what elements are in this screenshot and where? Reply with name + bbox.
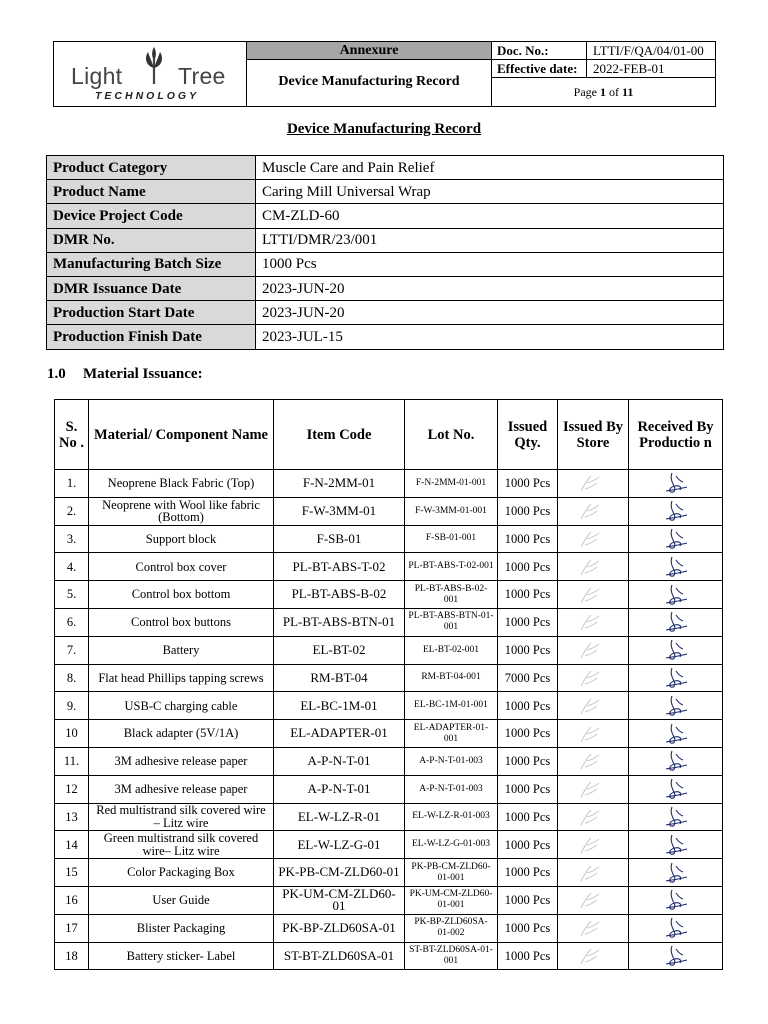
info-value: Caring Mill Universal Wrap <box>256 180 724 204</box>
header-title-cell <box>247 42 492 106</box>
info-value: LTTI/DMR/23/001 <box>256 228 724 252</box>
cell-sno: 1. <box>55 470 89 498</box>
annexure-label: Annexure <box>247 42 491 60</box>
col-issued-qty: Issued Qty. <box>498 400 558 470</box>
info-row <box>47 156 724 180</box>
cell-item-code: EL-W-LZ-R-01 <box>274 803 405 831</box>
table-row <box>55 831 723 859</box>
cell-material-name: Neoprene Black Fabric (Top) <box>89 470 274 498</box>
document-title: Device Manufacturing Record <box>286 121 482 137</box>
page-total: 11 <box>621 85 634 99</box>
cell-item-code: EL-W-LZ-G-01 <box>274 831 405 859</box>
cell-issued-by-store <box>558 942 629 970</box>
cell-issued-qty: 1000 Pcs <box>498 525 558 553</box>
cell-lot-no: A-P-N-T-01-003 <box>405 747 498 775</box>
info-value: CM-ZLD-60 <box>256 204 724 228</box>
cell-received-by-production <box>629 886 723 914</box>
cell-issued-qty: 1000 Pcs <box>498 942 558 970</box>
cell-lot-no: PK-BP-ZLD60SA-01-002 <box>405 914 498 942</box>
cell-issued-by-store <box>558 497 629 525</box>
cell-material-name: Flat head Phillips tapping screws <box>89 664 274 692</box>
cell-lot-no: A-P-N-T-01-003 <box>405 775 498 803</box>
table-row <box>55 470 723 498</box>
cell-lot-no: PL-BT-ABS-BTN-01-001 <box>405 608 498 636</box>
document-header <box>53 41 716 107</box>
cell-lot-no: RM-BT-04-001 <box>405 664 498 692</box>
cell-received-by-production <box>629 525 723 553</box>
cell-material-name: Control box cover <box>89 553 274 581</box>
cell-sno: 18 <box>55 942 89 970</box>
store-signature-icon <box>575 833 611 857</box>
cell-sno: 6. <box>55 608 89 636</box>
store-signature-icon <box>575 555 611 579</box>
cell-material-name: Support block <box>89 525 274 553</box>
cell-item-code: RM-BT-04 <box>274 664 405 692</box>
cell-received-by-production <box>629 581 723 609</box>
cell-material-name: Neoprene with Wool like fabric (Bottom) <box>89 497 274 525</box>
table-row <box>55 692 723 720</box>
cell-issued-by-store <box>558 747 629 775</box>
cell-issued-by-store <box>558 525 629 553</box>
cell-item-code: F-W-3MM-01 <box>274 497 405 525</box>
cell-issued-qty: 1000 Pcs <box>498 497 558 525</box>
cell-issued-qty: 1000 Pcs <box>498 775 558 803</box>
cell-material-name: 3M adhesive release paper <box>89 747 274 775</box>
cell-issued-qty: 1000 Pcs <box>498 747 558 775</box>
tree-logo-icon <box>136 46 172 86</box>
cell-issued-qty: 7000 Pcs <box>498 664 558 692</box>
table-row <box>55 636 723 664</box>
info-row <box>47 301 724 325</box>
cell-issued-qty: 1000 Pcs <box>498 914 558 942</box>
cell-sno: 8. <box>55 664 89 692</box>
effective-date-row <box>492 60 715 78</box>
cell-issued-qty: 1000 Pcs <box>498 859 558 887</box>
cell-issued-by-store <box>558 581 629 609</box>
cell-material-name: Control box buttons <box>89 608 274 636</box>
production-signature-icon <box>662 860 690 886</box>
cell-issued-by-store <box>558 636 629 664</box>
info-row <box>47 276 724 300</box>
cell-material-name: 3M adhesive release paper <box>89 775 274 803</box>
col-lot-no: Lot No. <box>405 400 498 470</box>
page-current: 1 <box>599 85 606 99</box>
logo-cell <box>54 42 247 106</box>
cell-material-name: USB-C charging cable <box>89 692 274 720</box>
cell-lot-no: EL-W-LZ-R-01-003 <box>405 803 498 831</box>
cell-item-code: F-N-2MM-01 <box>274 470 405 498</box>
page-prefix: Page <box>573 85 597 99</box>
store-signature-icon <box>575 694 611 718</box>
table-row <box>55 525 723 553</box>
table-row <box>55 720 723 748</box>
cell-lot-no: PK-UM-CM-ZLD60-01-001 <box>405 886 498 914</box>
cell-sno: 12 <box>55 775 89 803</box>
cell-lot-no: EL-ADAPTER-01-001 <box>405 720 498 748</box>
cell-issued-by-store <box>558 664 629 692</box>
table-row <box>55 608 723 636</box>
cell-issued-qty: 1000 Pcs <box>498 470 558 498</box>
cell-material-name: User Guide <box>89 886 274 914</box>
cell-issued-by-store <box>558 692 629 720</box>
col-issued-by-store: Issued By Store <box>558 400 629 470</box>
cell-issued-qty: 1000 Pcs <box>498 886 558 914</box>
production-signature-icon <box>662 609 690 635</box>
cell-material-name: Battery sticker- Label <box>89 942 274 970</box>
cell-issued-by-store <box>558 803 629 831</box>
store-signature-icon <box>575 944 611 968</box>
cell-sno: 16 <box>55 886 89 914</box>
cell-issued-qty: 1000 Pcs <box>498 581 558 609</box>
section-heading <box>47 366 203 383</box>
cell-sno: 10 <box>55 720 89 748</box>
production-signature-icon <box>662 526 690 552</box>
cell-lot-no: F-SB-01-001 <box>405 525 498 553</box>
info-label: DMR Issuance Date <box>47 276 256 300</box>
table-row <box>55 775 723 803</box>
cell-lot-no: PK-PB-CM-ZLD60-01-001 <box>405 859 498 887</box>
store-signature-icon <box>575 666 611 690</box>
cell-sno: 9. <box>55 692 89 720</box>
cell-sno: 14 <box>55 831 89 859</box>
cell-received-by-production <box>629 859 723 887</box>
info-value: 1000 Pcs <box>256 252 724 276</box>
cell-material-name: Control box bottom <box>89 581 274 609</box>
col-received-by-production: Received By Productio n <box>629 400 723 470</box>
cell-item-code: PK-BP-ZLD60SA-01 <box>274 914 405 942</box>
info-label: Manufacturing Batch Size <box>47 252 256 276</box>
table-row <box>55 497 723 525</box>
table-row <box>55 747 723 775</box>
cell-received-by-production <box>629 914 723 942</box>
info-row <box>47 180 724 204</box>
cell-issued-qty: 1000 Pcs <box>498 831 558 859</box>
table-row <box>55 553 723 581</box>
production-signature-icon <box>662 776 690 802</box>
store-signature-icon <box>575 499 611 523</box>
page-of: of <box>608 85 619 99</box>
logo-word-tree: Tree <box>178 63 226 89</box>
cell-issued-qty: 1000 Pcs <box>498 553 558 581</box>
cell-sno: 2. <box>55 497 89 525</box>
form-title: Device Manufacturing Record <box>278 74 460 89</box>
logo-word-light: Light <box>71 63 123 89</box>
production-signature-icon <box>662 637 690 663</box>
cell-lot-no: EL-W-LZ-G-01-003 <box>405 831 498 859</box>
effective-date-label: Effective date: <box>492 60 587 77</box>
table-row <box>55 886 723 914</box>
production-signature-icon <box>662 665 690 691</box>
store-signature-icon <box>575 610 611 634</box>
info-row <box>47 252 724 276</box>
production-signature-icon <box>662 721 690 747</box>
cell-item-code: PK-PB-CM-ZLD60-01 <box>274 859 405 887</box>
table-row <box>55 664 723 692</box>
cell-received-by-production <box>629 470 723 498</box>
store-signature-icon <box>575 861 611 885</box>
info-value: 2023-JUN-20 <box>256 301 724 325</box>
section-number: 1.0 <box>47 366 66 382</box>
cell-sno: 7. <box>55 636 89 664</box>
cell-item-code: A-P-N-T-01 <box>274 747 405 775</box>
info-row <box>47 325 724 349</box>
cell-material-name: Black adapter (5V/1A) <box>89 720 274 748</box>
info-label: Device Project Code <box>47 204 256 228</box>
store-signature-icon <box>575 916 611 940</box>
info-label: Product Name <box>47 180 256 204</box>
info-label: Production Finish Date <box>47 325 256 349</box>
cell-issued-by-store <box>558 608 629 636</box>
cell-item-code: EL-ADAPTER-01 <box>274 720 405 748</box>
production-signature-icon <box>662 470 690 496</box>
store-signature-icon <box>575 471 611 495</box>
cell-item-code: ST-BT-ZLD60SA-01 <box>274 942 405 970</box>
col-material-name: Material/ Component Name <box>89 400 274 470</box>
info-row <box>47 228 724 252</box>
cell-sno: 13 <box>55 803 89 831</box>
info-label: DMR No. <box>47 228 256 252</box>
cell-issued-by-store <box>558 914 629 942</box>
cell-issued-qty: 1000 Pcs <box>498 692 558 720</box>
cell-issued-qty: 1000 Pcs <box>498 636 558 664</box>
store-signature-icon <box>575 722 611 746</box>
production-signature-icon <box>662 582 690 608</box>
logo-tagline: TECHNOLOGY <box>95 90 200 102</box>
production-signature-icon <box>662 832 690 858</box>
production-signature-icon <box>662 943 690 969</box>
cell-material-name: Red multistrand silk covered wire – Litz wire <box>89 803 274 831</box>
cell-issued-by-store <box>558 775 629 803</box>
cell-item-code: PL-BT-ABS-B-02 <box>274 581 405 609</box>
production-signature-icon <box>662 887 690 913</box>
cell-sno: 4. <box>55 553 89 581</box>
store-signature-icon <box>575 777 611 801</box>
store-signature-icon <box>575 805 611 829</box>
cell-material-name: Green multistrand silk covered wire– Litz wire <box>89 831 274 859</box>
info-label: Product Category <box>47 156 256 180</box>
info-value: 2023-JUL-15 <box>256 325 724 349</box>
info-label: Production Start Date <box>47 301 256 325</box>
cell-issued-by-store <box>558 553 629 581</box>
cell-received-by-production <box>629 720 723 748</box>
section-title: Material Issuance: <box>83 366 203 382</box>
cell-issued-qty: 1000 Pcs <box>498 720 558 748</box>
cell-lot-no: F-N-2MM-01-001 <box>405 470 498 498</box>
store-signature-icon <box>575 527 611 551</box>
doc-number-row <box>492 42 715 60</box>
info-row <box>47 204 724 228</box>
cell-item-code: PK-UM-CM-ZLD60-01 <box>274 886 405 914</box>
cell-lot-no: EL-BT-02-001 <box>405 636 498 664</box>
cell-received-by-production <box>629 636 723 664</box>
table-row <box>55 859 723 887</box>
table-row <box>55 942 723 970</box>
cell-sno: 17 <box>55 914 89 942</box>
cell-item-code: EL-BC-1M-01 <box>274 692 405 720</box>
cell-issued-qty: 1000 Pcs <box>498 803 558 831</box>
table-row <box>55 803 723 831</box>
cell-received-by-production <box>629 692 723 720</box>
doc-number-value: LTTI/F/QA/04/01-00 <box>593 43 704 58</box>
cell-received-by-production <box>629 497 723 525</box>
cell-material-name: Color Packaging Box <box>89 859 274 887</box>
cell-item-code: A-P-N-T-01 <box>274 775 405 803</box>
cell-issued-by-store <box>558 470 629 498</box>
cell-item-code: EL-BT-02 <box>274 636 405 664</box>
table-header-row <box>55 400 723 470</box>
cell-sno: 3. <box>55 525 89 553</box>
cell-lot-no: ST-BT-ZLD60SA-01-001 <box>405 942 498 970</box>
cell-material-name: Blister Packaging <box>89 914 274 942</box>
table-row <box>55 581 723 609</box>
cell-received-by-production <box>629 747 723 775</box>
cell-item-code: F-SB-01 <box>274 525 405 553</box>
production-signature-icon <box>662 693 690 719</box>
cell-lot-no: EL-BC-1M-01-001 <box>405 692 498 720</box>
cell-lot-no: F-W-3MM-01-001 <box>405 497 498 525</box>
store-signature-icon <box>575 583 611 607</box>
cell-sno: 5. <box>55 581 89 609</box>
col-sno: S. No . <box>55 400 89 470</box>
header-meta-cell <box>492 42 715 106</box>
production-signature-icon <box>662 915 690 941</box>
cell-issued-by-store <box>558 720 629 748</box>
cell-lot-no: PL-BT-ABS-T-02-001 <box>405 553 498 581</box>
production-signature-icon <box>662 748 690 774</box>
page-indicator <box>492 78 715 105</box>
cell-material-name: Battery <box>89 636 274 664</box>
cell-item-code: PL-BT-ABS-BTN-01 <box>274 608 405 636</box>
cell-issued-by-store <box>558 886 629 914</box>
cell-item-code: PL-BT-ABS-T-02 <box>274 553 405 581</box>
cell-sno: 11. <box>55 747 89 775</box>
production-signature-icon <box>662 554 690 580</box>
effective-date-value: 2022-FEB-01 <box>593 61 665 76</box>
col-item-code: Item Code <box>274 400 405 470</box>
cell-received-by-production <box>629 608 723 636</box>
store-signature-icon <box>575 888 611 912</box>
cell-sno: 15 <box>55 859 89 887</box>
doc-number-label: Doc. No.: <box>492 42 587 59</box>
cell-received-by-production <box>629 803 723 831</box>
cell-lot-no: PL-BT-ABS-B-02-001 <box>405 581 498 609</box>
store-signature-icon <box>575 749 611 773</box>
company-logo <box>68 46 236 104</box>
cell-issued-by-store <box>558 831 629 859</box>
cell-received-by-production <box>629 664 723 692</box>
product-info-table <box>46 155 724 350</box>
store-signature-icon <box>575 638 611 662</box>
material-issuance-table <box>54 399 723 970</box>
cell-received-by-production <box>629 831 723 859</box>
info-value: 2023-JUN-20 <box>256 276 724 300</box>
production-signature-icon <box>662 498 690 524</box>
cell-received-by-production <box>629 553 723 581</box>
production-signature-icon <box>662 804 690 830</box>
table-row <box>55 914 723 942</box>
cell-issued-qty: 1000 Pcs <box>498 608 558 636</box>
info-value: Muscle Care and Pain Relief <box>256 156 724 180</box>
cell-issued-by-store <box>558 859 629 887</box>
cell-received-by-production <box>629 775 723 803</box>
cell-received-by-production <box>629 942 723 970</box>
